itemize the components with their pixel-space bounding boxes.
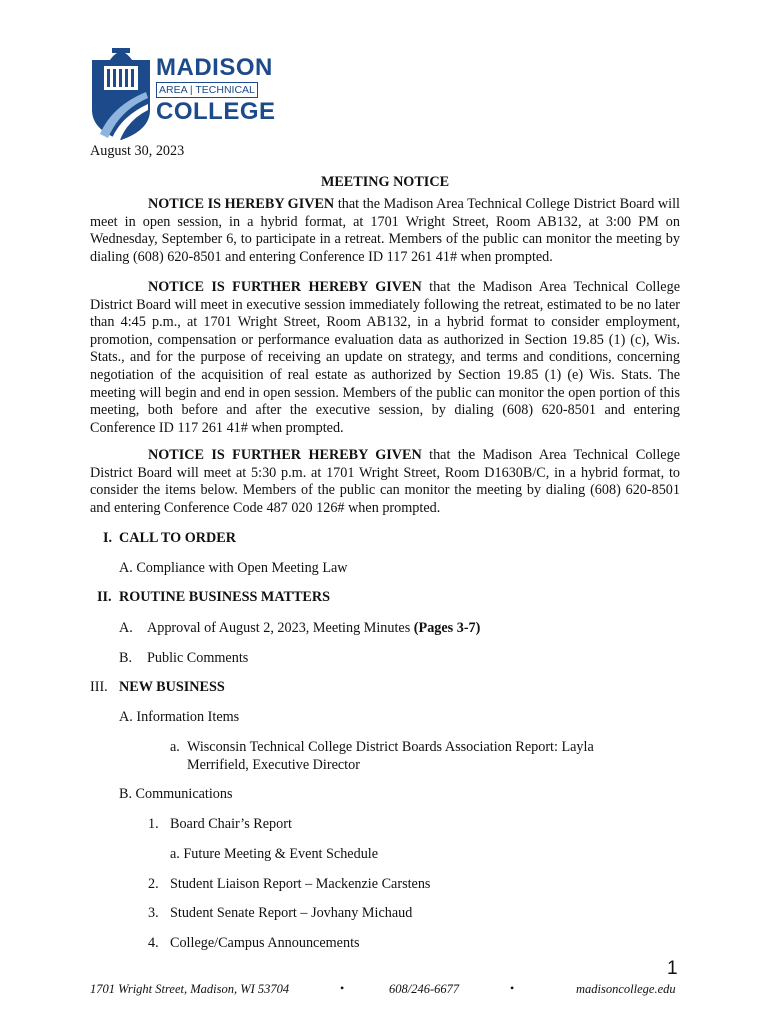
paragraph-1-lead: NOTICE IS HEREBY GIVEN	[148, 196, 335, 212]
notice-paragraph-2	[90, 279, 680, 437]
paragraph-3-lead: NOTICE IS FURTHER HEREBY GIVEN	[148, 447, 422, 463]
logo-college-text: COLLEGE	[156, 98, 276, 125]
agenda-item-information-items: A. Information Items	[119, 709, 240, 725]
agenda-item-approval-minutes	[147, 620, 480, 637]
agenda-subitem-label: 1.	[148, 816, 159, 832]
agenda-section-3-title: NEW BUSINESS	[119, 679, 225, 695]
agenda-subitem-student-liaison-report: Student Liaison Report – Mackenzie Carstens	[170, 876, 431, 892]
approval-minutes-text: Approval of August 2, 2023, Meeting Minutes	[147, 620, 414, 636]
agenda-subitem-future-meeting-schedule: a. Future Meeting & Event Schedule	[170, 846, 379, 862]
agenda-subitem-wtcdba-report-line1: Wisconsin Technical College District Boards Association Report: Layla	[187, 739, 594, 755]
approval-minutes-pages: (Pages 3-7)	[413, 620, 481, 636]
college-logo	[90, 46, 276, 142]
notice-paragraph-1	[90, 196, 680, 266]
agenda-item-communications: B. Communications	[119, 786, 233, 802]
capitol-shield-icon	[90, 46, 152, 142]
notice-paragraph-3	[90, 447, 680, 517]
agenda-item-label: A.	[119, 620, 133, 636]
notice-date: August 30, 2023	[90, 143, 185, 159]
agenda-subitem-student-senate-report: Student Senate Report – Jovhany Michaud	[170, 905, 413, 921]
footer-separator: •	[340, 981, 345, 995]
paragraph-3-body: that the Madison Area Technical College District Board will meet at 5:30 p.m. at 1701 Wright Street, Room D1630B/C, in a hybrid format, to consider the items below. Members of the public can monitor the meeting by dialing (608) 620-8501 and entering Conference Code 487 020 126# when prompted.	[90, 447, 680, 516]
paragraph-1-body: that the Madison Area Technical College District Board will meet in open session, in a hybrid format, at 1701 Wright Street, Room AB132, at 3:00 PM on Wednesday, September 6, to participate in a retreat. Members of the public can monitor the meeting by dialing (608) 620-8501 and entering Conference ID 117 261 41# when prompted.	[90, 196, 680, 265]
footer-phone: 608/246-6677	[389, 982, 460, 996]
agenda-subitem-label: a.	[170, 739, 180, 755]
agenda-section-2-title: ROUTINE BUSINESS MATTERS	[119, 589, 331, 605]
agenda-item-label: B.	[119, 650, 133, 666]
footer-address: 1701 Wright Street, Madison, WI 53704	[90, 982, 290, 996]
paragraph-2-body: that the Madison Area Technical College District Board will meet in executive session immediately following the retreat, estimated to be no later than 4:45 p.m., at 1701 Wright Street, Room AB132, in a hybrid format to consider employment, promotion, compensation or performance evaluation data as authorized in Section 19.85 (1) (c), Wis. Stats., and for the purpose of receiving an update on strategy, and terms and conditions, concerning negotiation of the acquisition of real estate as authorized by Section 19.85 (1) (e) Wis. Stats. The meeting will begin and end in open session. Members of the public can monitor the open portion of this meeting, both before and after the executive session, by dialing (608) 620-8501 and entering Conference ID 117 261 41# when prompted.	[90, 279, 680, 436]
footer-website: madisoncollege.edu	[576, 982, 676, 996]
agenda-subitem-college-announcements: College/Campus Announcements	[170, 935, 360, 951]
agenda-subitem-board-chair-report: Board Chair’s Report	[170, 816, 292, 832]
agenda-section-1-title: CALL TO ORDER	[119, 530, 236, 546]
agenda-subitem-label: 3.	[148, 905, 159, 921]
logo-area-technical-text: AREA | TECHNICAL	[156, 82, 258, 98]
agenda-subitem-label: 4.	[148, 935, 159, 951]
agenda-subitem-wtcdba-report-line2: Merrifield, Executive Director	[187, 757, 360, 773]
paragraph-2-lead: NOTICE IS FURTHER HEREBY GIVEN	[148, 279, 422, 295]
agenda-item-compliance: A. Compliance with Open Meeting Law	[119, 560, 348, 576]
logo-madison-text: MADISON	[156, 54, 273, 81]
agenda-section-2-number: II.	[97, 589, 112, 605]
agenda-section-3-number: III.	[90, 679, 108, 695]
page-number: 1	[667, 958, 678, 979]
agenda-item-public-comments: Public Comments	[147, 650, 249, 666]
notice-title: MEETING NOTICE	[320, 174, 450, 190]
agenda-section-1-number: I.	[103, 530, 113, 546]
agenda-subitem-label: 2.	[148, 876, 159, 892]
footer-separator: •	[510, 981, 515, 995]
